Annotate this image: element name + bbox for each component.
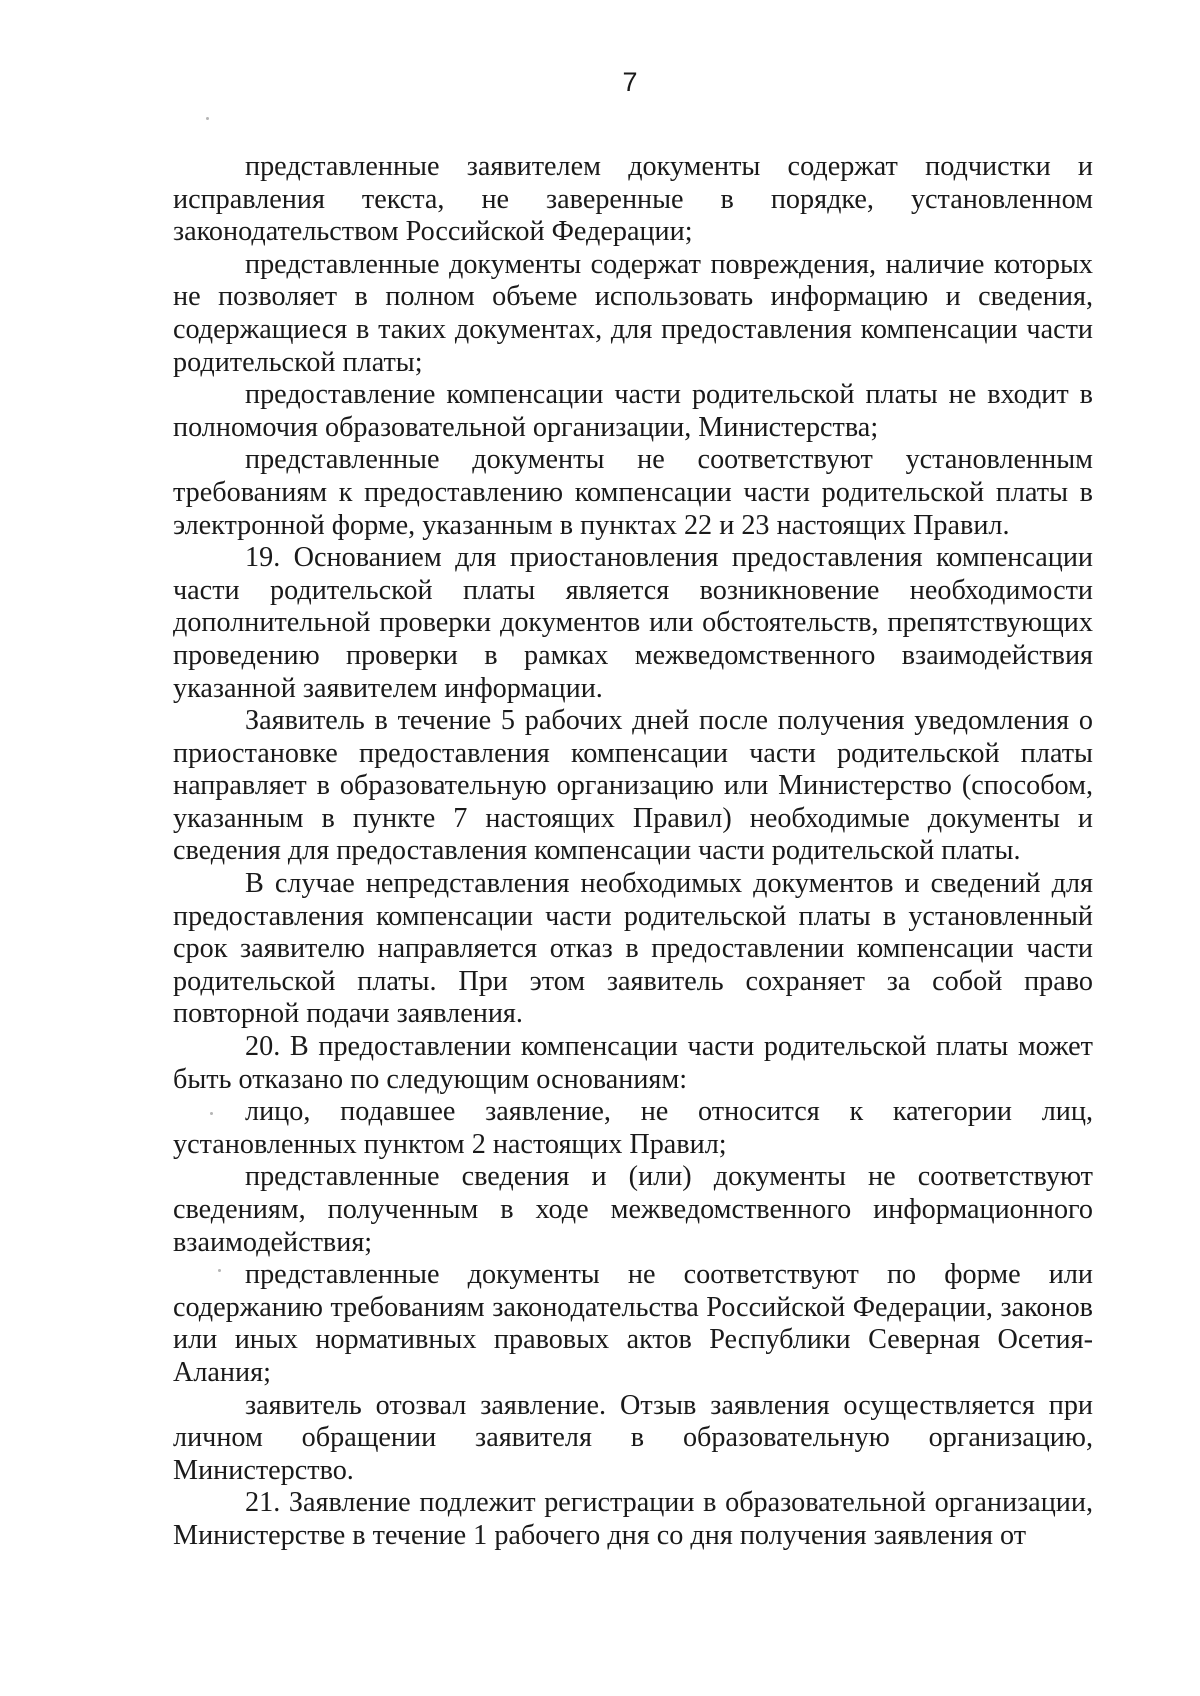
paragraph-item-21: 21. Заявление подлежит регистрации в образовательной организации, Министерстве в течение 1 рабочего дня со дня получения заявления от bbox=[173, 1487, 1093, 1551]
document-body bbox=[173, 151, 1093, 1553]
paragraph: представленные документы не соответствуют установленным требованиям к предоставлению компенсации части родительской платы в электронной форме, указанным в пунктах 22 и 23 настоящих Правил. bbox=[173, 444, 1093, 541]
paragraph: представленные заявителем документы содержат подчистки и исправления текста, не заверенные в порядке, установленном законодательством Российской Федерации; bbox=[173, 151, 1093, 248]
paragraph: представленные сведения и (или) документы не соответствуют сведениям, полученным в ходе межведомственного информационного взаимодействия; bbox=[173, 1161, 1093, 1258]
scan-speck bbox=[218, 1269, 221, 1272]
page-number: 7 bbox=[622, 67, 638, 97]
paragraph-item-19: 19. Основанием для приостановления предоставления компенсации части родительской платы является возникновение необходимости дополнительной проверки документов или обстоятельств, препятствующих проведению проверки в рамках межведомственного взаимодействия указанной заявителем информации. bbox=[173, 542, 1093, 704]
paragraph: Заявитель в течение 5 рабочих дней после получения уведомления о приостановке предоставления компенсации части родительской платы направляет в образовательную организацию или Министерство (способом, указанным в пункте 7 настоящих Правил) необходимые документы и сведения для предоставления компенсации части родительской платы. bbox=[173, 705, 1093, 867]
paragraph: лицо, подавшее заявление, не относится к категории лиц, установленных пунктом 2 настоящих Правил; bbox=[173, 1096, 1093, 1160]
paragraph: предоставление компенсации части родительской платы не входит в полномочия образовательной организации, Министерства; bbox=[173, 379, 1093, 443]
paragraph: В случае непредставления необходимых документов и сведений для предоставления компенсации части родительской платы в установленный срок заявителю направляется отказ в предоставлении компенсации части родительской платы. При этом заявитель сохраняет за собой право повторной подачи заявления. bbox=[173, 868, 1093, 1030]
paragraph: представленные документы содержат повреждения, наличие которых не позволяет в полном объеме использовать информацию и сведения, содержащиеся в таких документах, для предоставления компенсации части родительской платы; bbox=[173, 248, 1093, 378]
paragraph: представленные документы не соответствуют по форме или содержанию требованиям законодательства Российской Федерации, законов или иных нормативных правовых актов Республики Северная Осетия-Алания; bbox=[173, 1259, 1093, 1388]
paragraph: заявитель отозвал заявление. Отзыв заявления осуществляется при личном обращении заявителя в образовательную организацию, Министерство. bbox=[173, 1389, 1093, 1486]
scan-speck bbox=[210, 1112, 213, 1115]
scan-speck bbox=[206, 117, 209, 120]
paragraph-item-20: 20. В предоставлении компенсации части родительской платы может быть отказано по следующим основаниям: bbox=[173, 1031, 1093, 1095]
